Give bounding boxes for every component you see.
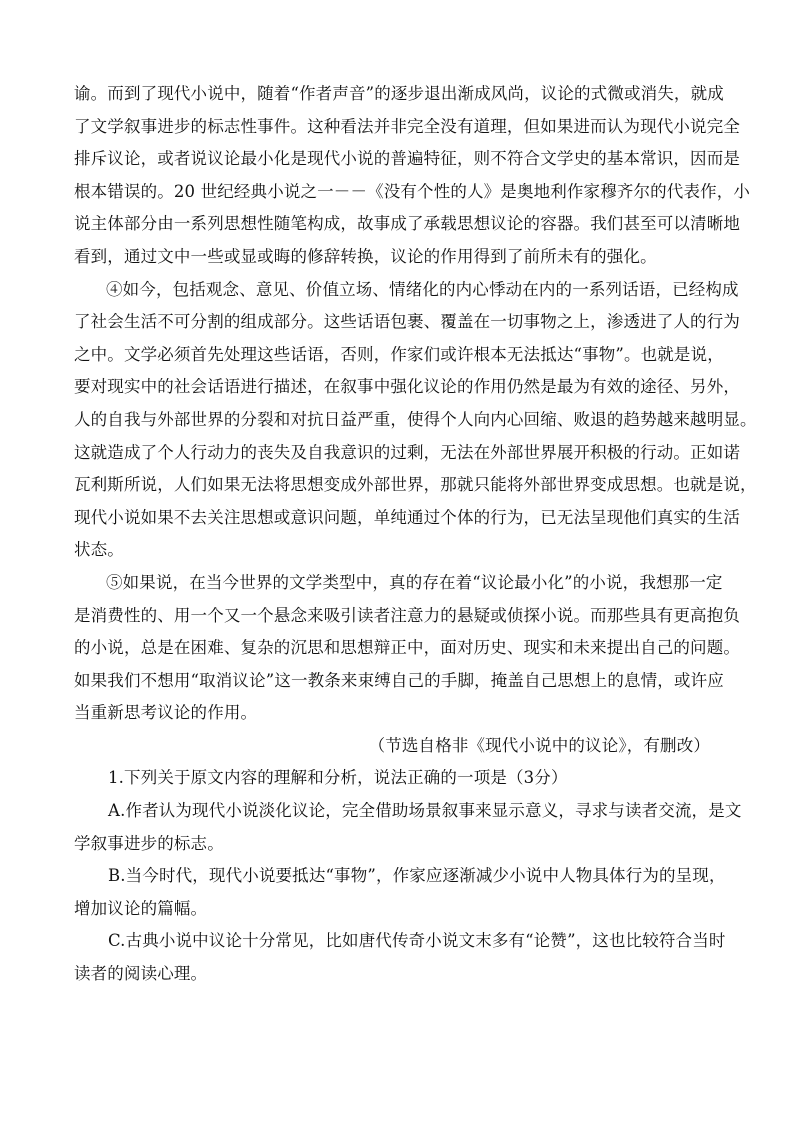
question-1 <box>74 762 742 990</box>
text-line: 的小说，总是在困难、复杂的沉思和思想辩正中，面对历史、现实和未来提出自己的问题。 <box>74 638 740 658</box>
question-stem: 1.下列关于原文内容的理解和分析，说法正确的一项是（3分） <box>108 768 568 788</box>
text-line: ④如今，包括观念、意见、价值立场、情绪化的内心悸动在内的一系列话语，已经构成 <box>106 279 739 299</box>
text-line: 人的自我与外部世界的分裂和对抗日益严重，使得个人向内心回缩、败退的趋势越来越明显。 <box>74 409 757 429</box>
text-line: 了文学叙事进步的标志性事件。这种看法并非完全没有道理，但如果进而认为现代小说完全 <box>74 116 740 136</box>
text-line: 排斥议论，或者说议论最小化是现代小说的普遍特征，则不符合文学史的基本常识，因而是 <box>74 149 740 169</box>
text-line: 是消费性的、用一个又一个悬念来吸引读者注意力的悬疑或侦探小说。而那些具有更高抱负 <box>74 605 740 625</box>
paragraph-4 <box>74 274 757 567</box>
paragraph-3-continued <box>74 78 751 274</box>
option-line: A.作者认为现代小说淡化议论，完全借助场景叙事来显示意义，寻求与读者交流，是文 <box>108 801 742 821</box>
option-line: C.古典小说中议论十分常见，比如唐代传奇小说文末多有“论赞”，这也比较符合当时 <box>108 931 726 951</box>
text-line: 如果我们不想用“取消议论”这一教条来束缚自己的手脚，掩盖自己思想上的息情，或许应 <box>74 670 724 690</box>
text-line: 这就造成了个人行动力的丧失及自我意识的过剩，无法在外部世界展开积极的行动。正如诺 <box>74 442 740 462</box>
option-line: 增加议论的篇幅。 <box>74 898 208 918</box>
text-line: 说主体部分由一系列思想性随笔构成，故事成了承载思想议论的容器。我们甚至可以清晰地 <box>74 214 740 234</box>
text-line: 根本错误的。20 世纪经典小说之一－－《没有个性的人》是奥地利作家穆齐尔的代表作，小 <box>74 181 751 201</box>
option-line: 学叙事进步的标志。 <box>74 833 224 853</box>
option-a <box>74 795 742 860</box>
text-line: 看到，通过文中一些或显或晦的修辞转换，议论的作用得到了前所未有的强化。 <box>74 246 657 266</box>
text-line: 了社会生活不可分割的组成部分。这些话语包裹、覆盖在一切事物之上，渗透进了人的行为 <box>74 312 740 332</box>
text-line: ⑤如果说，在当今世界的文学类型中，真的存在着“议论最小化”的小说，我想那一定 <box>106 572 723 592</box>
text-line: 状态。 <box>74 540 124 560</box>
paragraph-5 <box>74 567 740 730</box>
text-line: 瓦利斯所说，人们如果无法将思想变成外部世界，那就只能将外部世界变成思想。也就是说， <box>74 475 757 495</box>
text-line: 谕。而到了现代小说中，随着“作者声音”的逐步退出渐成风尚，议论的式微或消失，就成 <box>74 84 724 103</box>
option-b <box>74 860 726 925</box>
text-line: 之中。文学必须首先处理这些话语，否则，作家们或许根本无法抵达“事物”。也就是说， <box>74 344 724 364</box>
document-page <box>74 78 757 991</box>
text-line: 当重新思考议论的作用。 <box>74 703 258 723</box>
text-line: 要对现实中的社会话语进行描述，在叙事中强化议论的作用仍然是最为有效的途径、另外， <box>74 377 740 397</box>
option-line: 读者的阅读心理。 <box>74 964 208 984</box>
source-citation: （节选自格非《现代小说中的议论》，有删改） <box>368 735 710 755</box>
text-line: 现代小说如果不去关注思想或意识问题，单纯通过个体的行为，已无法呈现他们真实的生活 <box>74 507 740 527</box>
option-c <box>74 925 726 990</box>
option-line: B.当今时代，现代小说要抵达“事物”，作家应逐渐减少小说中人物具体行为的呈现， <box>108 866 726 886</box>
